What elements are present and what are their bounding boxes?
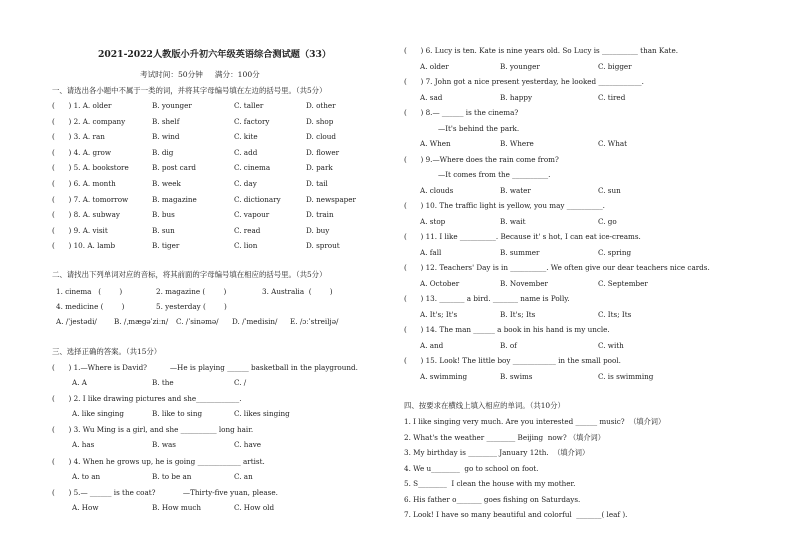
s3-q2-option-b: B. like to sing bbox=[152, 409, 203, 419]
s1-row1-col3: C. taller bbox=[234, 101, 264, 110]
s3-question-4: ( ) 4. When he grows up, he is going ____________ artist. bbox=[52, 456, 265, 466]
s3-q1-option-c: C. / bbox=[234, 378, 247, 387]
s3-q13-option-c: C. Its; Its bbox=[598, 309, 632, 319]
s1-row9-col2: B. sun bbox=[152, 225, 175, 235]
s1-row4-col1: ( ) 4. A. grow bbox=[52, 147, 112, 157]
s4-item-2: 2. What's the weather ________ Beijing now? （填介词） bbox=[404, 432, 605, 442]
s3-question-7: ( ) 7. John got a nice present yesterday, he looked ____________. bbox=[404, 77, 644, 86]
s4-item-3: 3. My birthday is ________ January 12th. （填介词） bbox=[404, 448, 590, 457]
section4-heading: 四、按要求在横线上填入相应的单词。（共10分） bbox=[404, 401, 565, 410]
s1-row8-col4: D. train bbox=[306, 210, 334, 220]
s3-q6-option-a: A. older bbox=[420, 61, 449, 71]
s1-row3-col2: B. wind bbox=[152, 132, 180, 142]
s3-q4-option-b: B. to be an bbox=[152, 471, 192, 481]
s3-question-14: ( ) 14. The man ______ a book in his hand is my uncle. bbox=[404, 325, 610, 334]
s1-row7-col4: D. newspaper bbox=[306, 194, 356, 204]
s1-row4-col3: C. add bbox=[234, 147, 258, 157]
s2-item-1: 1. cinema ( ) bbox=[56, 287, 123, 296]
s1-row8-col2: B. bus bbox=[152, 210, 175, 220]
s3-q7-option-c: C. tired bbox=[598, 92, 626, 102]
s3-question-8: ( ) 8.— ______ is the cinema? bbox=[404, 108, 519, 117]
s1-row3-col1: ( ) 3. A. ran bbox=[52, 132, 105, 142]
s2-item-2: 2. magazine ( ) bbox=[156, 287, 227, 296]
section1-heading: 一、请选出各小题中不属于一类的词，并将其字母编号填在左边的括号里。（共5分） bbox=[52, 86, 327, 95]
s3-question-5: ( ) 5.— ______ is the coat? —Thirty-five yuan, please. bbox=[52, 487, 278, 497]
s3-q8-answer-line: —It's behind the park. bbox=[438, 123, 520, 133]
s3-q6-option-b: B. younger bbox=[500, 61, 540, 71]
s3-q9-option-b: B. water bbox=[500, 185, 531, 195]
s1-row10-col3: C. lion bbox=[234, 241, 258, 251]
s3-q15-option-c: C. is swimming bbox=[598, 371, 654, 381]
s3-q10-option-b: B. wait bbox=[500, 216, 526, 226]
section2-heading: 二、请找出下列单词对应的音标，将其前面的字母编号填在相应的括号里。（共5分） bbox=[52, 270, 327, 279]
s4-item-6: 6. His father o_______ goes fishing on Saturdays. bbox=[404, 494, 581, 504]
s3-question-2: ( ) 2. I like drawing pictures and she____________. bbox=[52, 394, 242, 404]
s3-q5-option-a: A. How bbox=[72, 502, 99, 512]
s1-row10-col1: ( ) 10. A. lamb bbox=[52, 241, 116, 251]
exam-title: 2021-2022人教版小升初六年级英语综合测试题（33） bbox=[98, 49, 332, 60]
s3-question-12: ( ) 12. Teachers' Day is in __________. We often give our dear teachers nice cards. bbox=[404, 263, 710, 272]
s3-question-11: ( ) 11. I like __________. Because it' s hot, I can eat ice-creams. bbox=[404, 232, 641, 241]
s1-row5-col3: C. cinema bbox=[234, 163, 271, 173]
s3-q15-option-b: B. swims bbox=[500, 371, 533, 381]
s3-q7-option-b: B. happy bbox=[500, 92, 533, 102]
s1-row4-col4: D. flower bbox=[306, 147, 340, 157]
phonetic-c: C. /ˈsinəmə/ bbox=[176, 317, 219, 326]
s3-q3-option-c: C. have bbox=[234, 440, 262, 450]
phonetic-a: A. /ˈjestədi/ bbox=[56, 317, 97, 326]
s1-row1-col2: B. younger bbox=[152, 101, 192, 110]
s3-q9-option-c: C. sun bbox=[598, 185, 621, 195]
s1-row5-col2: B. post card bbox=[152, 163, 196, 173]
s4-item-5: 5. S________ I clean the house with my mother. bbox=[404, 479, 576, 488]
s3-q7-option-a: A. sad bbox=[420, 92, 443, 102]
s1-row6-col3: C. day bbox=[234, 179, 257, 188]
s3-q1-option-a: A. A bbox=[72, 378, 87, 387]
s3-q11-option-c: C. spring bbox=[598, 247, 632, 257]
s1-row8-col3: C. vapour bbox=[234, 210, 270, 220]
s1-row2-col3: C. factory bbox=[234, 116, 270, 126]
s3-question-9: ( ) 9.—Where does the rain come from? bbox=[404, 154, 559, 164]
s1-row3-col4: D. cloud bbox=[306, 132, 336, 142]
s3-question-15: ( ) 15. Look! The little boy ____________ in the small pool. bbox=[404, 356, 621, 365]
s3-q11-option-b: B. summer bbox=[500, 247, 540, 257]
s1-row10-col2: B. tiger bbox=[152, 241, 180, 251]
s1-row7-col3: C. dictionary bbox=[234, 194, 281, 204]
s3-q10-option-c: C. go bbox=[598, 216, 617, 226]
s3-question-10: ( ) 10. The traffic light is yellow, you may __________. bbox=[404, 201, 605, 210]
s3-q12-option-a: A. October bbox=[420, 278, 460, 288]
s1-row5-col4: D. park bbox=[306, 163, 333, 173]
s1-row6-col4: D. tail bbox=[306, 179, 328, 188]
s3-q6-option-c: C. bigger bbox=[598, 61, 632, 71]
s3-q12-option-b: B. November bbox=[500, 278, 548, 288]
s3-q8-option-a: A. When bbox=[420, 139, 451, 148]
s3-q8-option-c: C. What bbox=[598, 139, 628, 148]
s1-row7-col1: ( ) 7. A. tomorrow bbox=[52, 194, 129, 204]
s2-item-3: 3. Australia ( ) bbox=[262, 287, 333, 296]
s1-row5-col1: ( ) 5. A. bookstore bbox=[52, 163, 129, 173]
s3-q5-option-b: B. How much bbox=[152, 502, 201, 512]
s3-question-3: ( ) 3. Wu Ming is a girl, and she __________ long hair. bbox=[52, 425, 254, 435]
s3-q2-option-a: A. like singing bbox=[72, 409, 124, 419]
s1-row6-col2: B. week bbox=[152, 179, 181, 188]
s3-q1-option-b: B. the bbox=[152, 378, 174, 387]
s4-item-1: 1. I like singing very much. Are you interested ______ music? （填介词） bbox=[404, 417, 666, 426]
exam-subtitle: 考试时间：50分钟 满分：100分 bbox=[140, 70, 260, 79]
s3-q14-option-b: B. of bbox=[500, 340, 517, 350]
s1-row9-col3: C. read bbox=[234, 225, 261, 235]
s1-row3-col3: C. kite bbox=[234, 132, 258, 142]
s3-q9-answer-line: —It comes from the __________. bbox=[438, 170, 551, 179]
s1-row4-col2: B. dig bbox=[152, 147, 174, 157]
s3-question-1: ( ) 1.—Where is David? —He is playing ______ basketball in the playground. bbox=[52, 363, 358, 372]
s3-q11-option-a: A. fall bbox=[420, 247, 442, 257]
s3-q3-option-a: A. has bbox=[72, 440, 95, 450]
s2-item-4: 4. medicine ( ) bbox=[56, 302, 125, 311]
section3-heading: 三、选择正确的答案。（共15分） bbox=[52, 347, 162, 356]
s1-row2-col2: B. shelf bbox=[152, 116, 180, 126]
s3-q3-option-b: B. was bbox=[152, 440, 176, 450]
s4-item-4: 4. We u________ go to school on foot. bbox=[404, 463, 539, 473]
s3-q13-option-a: A. It's; It's bbox=[420, 309, 458, 319]
s3-q9-option-a: A. clouds bbox=[420, 185, 454, 195]
s1-row1-col4: D. other bbox=[306, 101, 336, 110]
s3-q10-option-a: A. stop bbox=[420, 216, 446, 226]
phonetic-b: B. /ˌmægəˈziːn/ bbox=[114, 317, 169, 326]
s3-q15-option-a: A. swimming bbox=[420, 371, 468, 381]
phonetic-e: E. /ɔːˈstreiljə/ bbox=[290, 317, 339, 326]
s1-row7-col2: B. magazine bbox=[152, 194, 197, 204]
s3-question-6: ( ) 6. Lucy is ten. Kate is nine years old. So Lucy is __________ than Kate. bbox=[404, 46, 678, 55]
s1-row1-col1: ( ) 1. A. older bbox=[52, 101, 112, 110]
s3-q4-option-c: C. an bbox=[234, 471, 253, 481]
s1-row8-col1: ( ) 8. A. subway bbox=[52, 210, 120, 220]
s3-q2-option-c: C. likes singing bbox=[234, 409, 290, 419]
s3-q14-option-a: A. and bbox=[420, 340, 444, 350]
s1-row9-col4: D. buy bbox=[306, 225, 330, 235]
phonetic-d: D. /ˈmedisin/ bbox=[232, 317, 278, 326]
s1-row2-col1: ( ) 2. A. company bbox=[52, 116, 126, 126]
s3-q8-option-b: B. Where bbox=[500, 139, 534, 148]
s1-row2-col4: D. shop bbox=[306, 116, 334, 126]
s2-item-5: 5. yesterday ( ) bbox=[156, 302, 227, 311]
s3-q14-option-c: C. with bbox=[598, 340, 624, 350]
s1-row6-col1: ( ) 6. A. month bbox=[52, 179, 116, 188]
s4-item-7: 7. Look! I have so many beautiful and colorful _______( leaf ). bbox=[404, 510, 628, 519]
s3-q12-option-c: C. September bbox=[598, 278, 648, 288]
s3-q5-option-c: C. How old bbox=[234, 502, 275, 512]
s3-question-13: ( ) 13. _______ a bird. _______ name is Polly. bbox=[404, 294, 570, 303]
s1-row9-col1: ( ) 9. A. visit bbox=[52, 225, 108, 235]
s3-q4-option-a: A. to an bbox=[72, 471, 101, 481]
s3-q13-option-b: B. It's; Its bbox=[500, 309, 536, 319]
s1-row10-col4: D. sprout bbox=[306, 241, 340, 251]
